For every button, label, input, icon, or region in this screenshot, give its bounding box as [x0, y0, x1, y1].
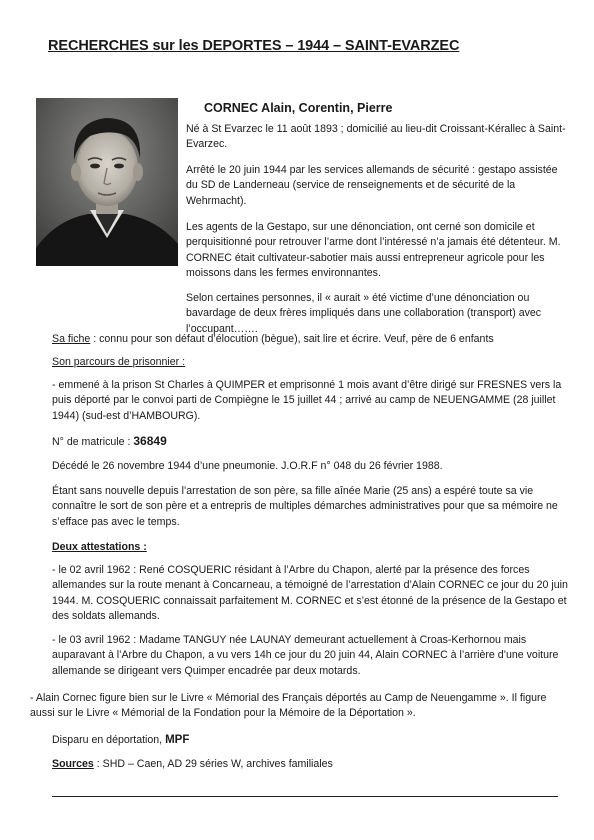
birth-paragraph: Né à St Evarzec le 11 août 1893 ; domicilié au lieu-dit Croissant-Kérallec à Saint-Evarzec.: [186, 123, 566, 151]
matricule-label: N° de matricule :: [52, 436, 134, 448]
attestation-2: - le 03 avril 1962 : Madame TANGUY née LAUNAY demeurant actuellement à Croas-Kerhornou mais auparavant à l’Arbre du Chapon, a vu vers 14h ce jour du 20 juin 44, Alain CORNEC à l’arrière d’une voiture allemande se dirigeant vers Quimper encadrée par deux motards.: [52, 634, 559, 677]
disparu-line: [52, 733, 572, 748]
gestapo-paragraph: Les agents de la Gestapo, sur une dénonciation, ont cerné son domicile et perquisitionné pour retrouver l’arme dont l’intéressé n’a jamais été détenteur. M. CORNEC était cultivateur-sabotier mais aussi entrepreneur agricole pour les moissons dans les fermes environnantes.: [186, 221, 561, 279]
page-title: RECHERCHES sur les DEPORTES – 1944 – SAINT-EVARZEC: [48, 38, 460, 54]
attestations-heading: Deux attestations :: [52, 541, 147, 553]
arrest-paragraph: Arrêté le 20 juin 1944 par les services allemands de sécurité : gestapo assistée du SD de Landerneau (service de renseignements et de sécurité de la Wehrmacht).: [186, 164, 558, 207]
fiche-paragraph: [52, 332, 572, 347]
death-paragraph: Décédé le 26 novembre 1944 d’une pneumonie. J.O.R.F n° 048 du 26 février 1988.: [52, 460, 443, 472]
denunciation-paragraph: Selon certaines personnes, il « aurait » été victime d’une dénonciation ou bavardage de deux frères impliqués dans une collaboration (transport) avec l’occupant…….: [186, 292, 542, 335]
attestation-1: - le 02 avril 1962 : René COSQUERIC résidant à l’Arbre du Chapon, alerté par la présence des forces allemandes sur la route menant à Concarneau, a témoigné de l’arrestation d’Alain CORNEC ce jour du 20 juin 1944. M. COSQUERIC connaissait parfaitement M. CORNEC et s’est étonné de la présence de la Gestapo et des soldats allemands.: [52, 564, 568, 622]
sources-text: : SHD – Caen, AD 29 séries W, archives familiales: [93, 758, 333, 770]
disparu-value: MPF: [165, 734, 190, 746]
disparu-label: Disparu en déportation,: [52, 734, 166, 746]
matricule-line: [52, 434, 572, 450]
portrait-photo: [36, 98, 178, 266]
sources-label: Sources: [52, 758, 94, 770]
bottom-divider: [52, 796, 558, 797]
person-name: CORNEC Alain, Corentin, Pierre: [204, 101, 393, 115]
parcours-paragraph: - emmené à la prison St Charles à QUIMPER et emprisonné 1 mois avant d’être dirigé sur FRESNES vers la puis déporté par le convoi parti de Compiègne le 15 juillet 44 ; arrivé au camp de NEUENGAMME (28 juillet 1944) (sud-est d’HAMBOURG).: [52, 379, 562, 422]
memorial-paragraph: - Alain Cornec figure bien sur le Livre « Mémorial des Français déportés au Camp de Neuengamme ». Il figure aussi sur le Livre « Mémorial de la Fondation pour la Mémoire de la Déportation ».: [30, 692, 547, 720]
fiche-label: Sa fiche: [52, 333, 91, 345]
parcours-heading: Son parcours de prisonnier :: [52, 356, 186, 368]
matricule-value: 36849: [133, 434, 167, 448]
sources-line: [52, 757, 572, 772]
fiche-text: : connu pour son défaut d’élocution (bègue), sait lire et écrire. Veuf, père de 6 enfants: [90, 333, 494, 345]
daughter-paragraph: Étant sans nouvelle depuis l’arrestation de son père, sa fille aînée Marie (25 ans) a espéré toute sa vie connaître le sort de son père et a entrepris de multiples démarches administratives pour que sa mémoire ne s’efface pas avec le temps.: [52, 485, 558, 528]
